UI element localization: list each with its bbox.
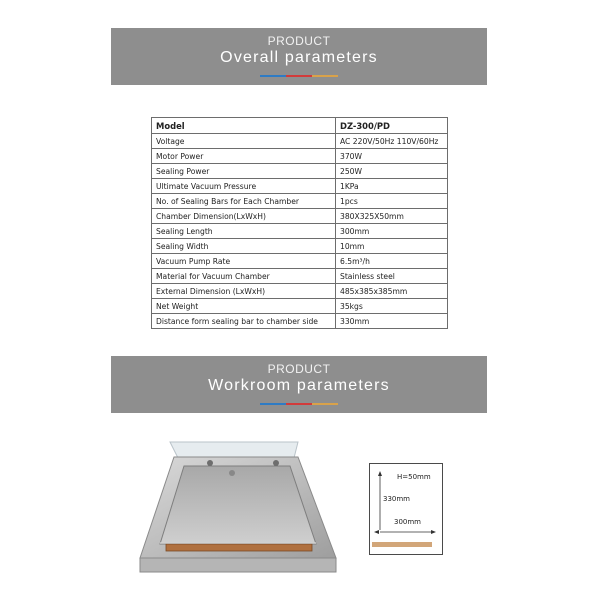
parameter-name-cell: Chamber Dimension(LxWxH) [152,209,336,224]
parameter-value-cell: 250W [336,164,448,179]
parameter-name-cell: Sealing Power [152,164,336,179]
chamber-dimension-diagram [369,463,443,555]
table-row [152,284,448,299]
parameter-name-cell: Sealing Width [152,239,336,254]
parameter-name-cell: Motor Power [152,149,336,164]
table-row [152,179,448,194]
parameter-value-cell: 35kgs [336,299,448,314]
parameter-name-cell: Material for Vacuum Chamber [152,269,336,284]
banner-title: Overall parameters [220,49,378,66]
parameter-name-cell: Ultimate Vacuum Pressure [152,179,336,194]
stripe-gold [312,75,338,77]
stripe-gold [312,403,338,405]
parameter-value-cell: 330mm [336,314,448,329]
table-row [152,239,448,254]
table-row [152,269,448,284]
parameter-name-cell: Distance form sealing bar to chamber side [152,314,336,329]
parameter-value-cell: 380X325X50mm [336,209,448,224]
stripe-red [286,75,312,77]
parameter-name-cell: No. of Sealing Bars for Each Chamber [152,194,336,209]
parameter-name-cell: Voltage [152,134,336,149]
table-row [152,149,448,164]
table-row [152,209,448,224]
banner-color-stripes [260,403,338,405]
header-cell-model-value: DZ-300/PD [336,118,448,134]
table-row [152,299,448,314]
parameter-value-cell: 10mm [336,239,448,254]
parameter-value-cell: 370W [336,149,448,164]
width-label: 300mm [394,518,421,526]
parameter-value-cell: Stainless steel [336,269,448,284]
table-row [152,224,448,239]
parameter-value-cell: 485x385x385mm [336,284,448,299]
banner-subtitle: PRODUCT [267,34,331,48]
parameter-name-cell: Net Weight [152,299,336,314]
overall-parameters-banner [111,28,487,85]
table-row [152,134,448,149]
parameter-value-cell: 6.5m³/h [336,254,448,269]
workroom-parameters-banner [111,356,487,413]
table-header-row [152,118,448,134]
header-cell-model: Model [152,118,336,134]
parameters-table [151,117,448,329]
banner-title: Workroom parameters [208,377,390,394]
parameter-name-cell: External Dimension (LxWxH) [152,284,336,299]
banner-color-stripes [260,75,338,77]
table-row [152,254,448,269]
parameter-value-cell: 300mm [336,224,448,239]
stripe-blue [260,403,286,405]
stripe-blue [260,75,286,77]
vacuum-chamber-photo [138,440,338,575]
table-row [152,164,448,179]
height-label: H=50mm [397,473,431,481]
table-row [152,194,448,209]
parameter-name-cell: Sealing Length [152,224,336,239]
parameter-value-cell: 1pcs [336,194,448,209]
depth-label: 330mm [383,495,410,503]
parameter-value-cell: AC 220V/50Hz 110V/60Hz [336,134,448,149]
banner-subtitle: PRODUCT [267,362,331,376]
parameter-name-cell: Vacuum Pump Rate [152,254,336,269]
table-row [152,314,448,329]
stripe-red [286,403,312,405]
parameter-value-cell: 1KPa [336,179,448,194]
